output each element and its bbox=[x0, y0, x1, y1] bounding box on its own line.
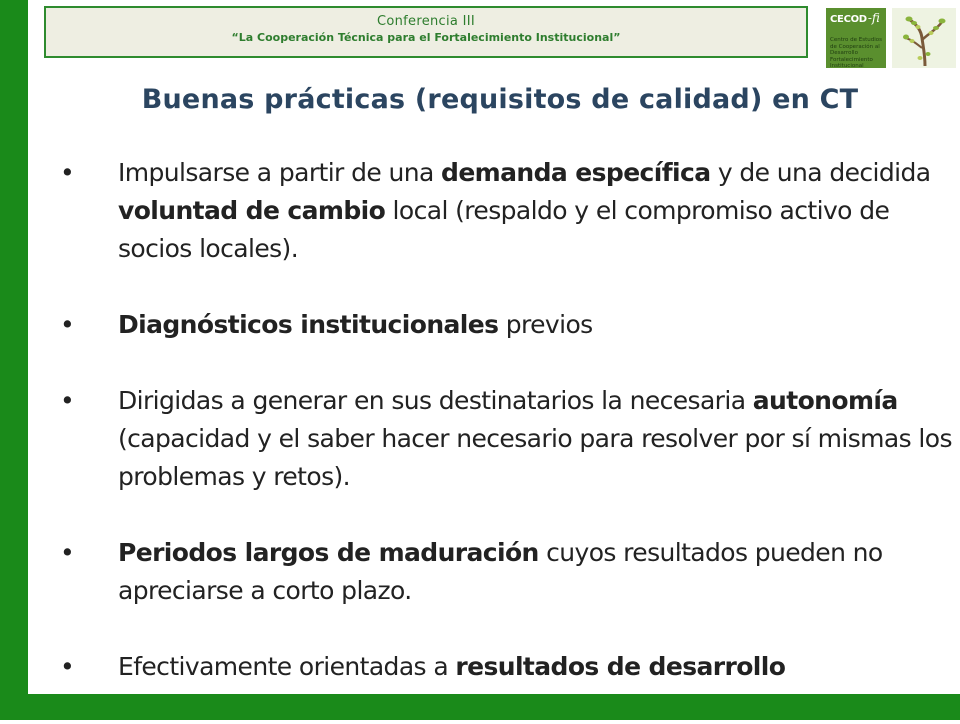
bullet-plain-text: Dirigidas a generar en sus destinatarios la necesaria bbox=[118, 386, 753, 415]
cecod-logo bbox=[826, 8, 886, 68]
bullet-bold-text: voluntad de cambio bbox=[118, 196, 386, 225]
bullet-item bbox=[56, 154, 956, 268]
slide-title: Buenas prácticas (requisitos de calidad) en CT bbox=[141, 84, 859, 115]
bullet-item bbox=[56, 534, 956, 610]
cecod-brand-main: CECOD bbox=[830, 14, 867, 25]
bullet-marker: • bbox=[60, 158, 75, 187]
conference-subtitle: “La Cooperación Técnica para el Fortalecimiento Institucional” bbox=[231, 31, 621, 44]
bullet-text bbox=[118, 306, 956, 344]
bullet-bold-text: resultados de desarrollo bbox=[455, 652, 786, 681]
bullet-item bbox=[56, 648, 956, 686]
bullet-marker: • bbox=[60, 386, 75, 415]
bullet-text bbox=[118, 154, 956, 268]
bullet-bold-text: demanda específica bbox=[441, 158, 711, 187]
bullet-marker: • bbox=[60, 652, 75, 681]
bullet-plain-text: y de una decidida bbox=[710, 158, 931, 187]
conference-title: Conferencia III bbox=[376, 14, 475, 29]
bullet-plain-text: Impulsarse a partir de una bbox=[118, 158, 442, 187]
bullet-item bbox=[56, 382, 956, 496]
bullet-text bbox=[118, 648, 956, 686]
bullet-text bbox=[118, 534, 956, 610]
bullet-plain-text: cuyos resultados pueden no apreciarse a corto plazo. bbox=[118, 538, 883, 605]
conference-header bbox=[44, 6, 808, 58]
cecod-brand bbox=[830, 11, 882, 25]
cecod-brand-text: Centro de Estudios de Cooperación al Desarrollo Fortalecimiento Institucional bbox=[830, 37, 882, 69]
bullet-marker: • bbox=[60, 310, 75, 339]
bullet-bold-text: Diagnósticos institucionales bbox=[118, 310, 499, 339]
plant-logo-icon bbox=[892, 8, 956, 68]
bullet-plain-text: (capacidad y el saber hacer necesario para resolver por sí mismas los problemas y retos). bbox=[118, 424, 952, 491]
bullet-bold-text: autonomía bbox=[752, 386, 898, 415]
bullet-bold-text: Periodos largos de maduración bbox=[118, 538, 539, 567]
bullet-text bbox=[118, 382, 956, 496]
bullet-item bbox=[56, 306, 956, 344]
bullet-list bbox=[56, 154, 956, 724]
bullet-plain-text: Efectivamente orientadas a bbox=[118, 652, 456, 681]
bullet-plain-text: previos bbox=[498, 310, 593, 339]
bullet-plain-text: local (respaldo y el compromiso activo de socios locales). bbox=[118, 196, 890, 263]
cecod-brand-suffix: -fi bbox=[867, 11, 880, 25]
bullet-marker: • bbox=[60, 538, 75, 567]
